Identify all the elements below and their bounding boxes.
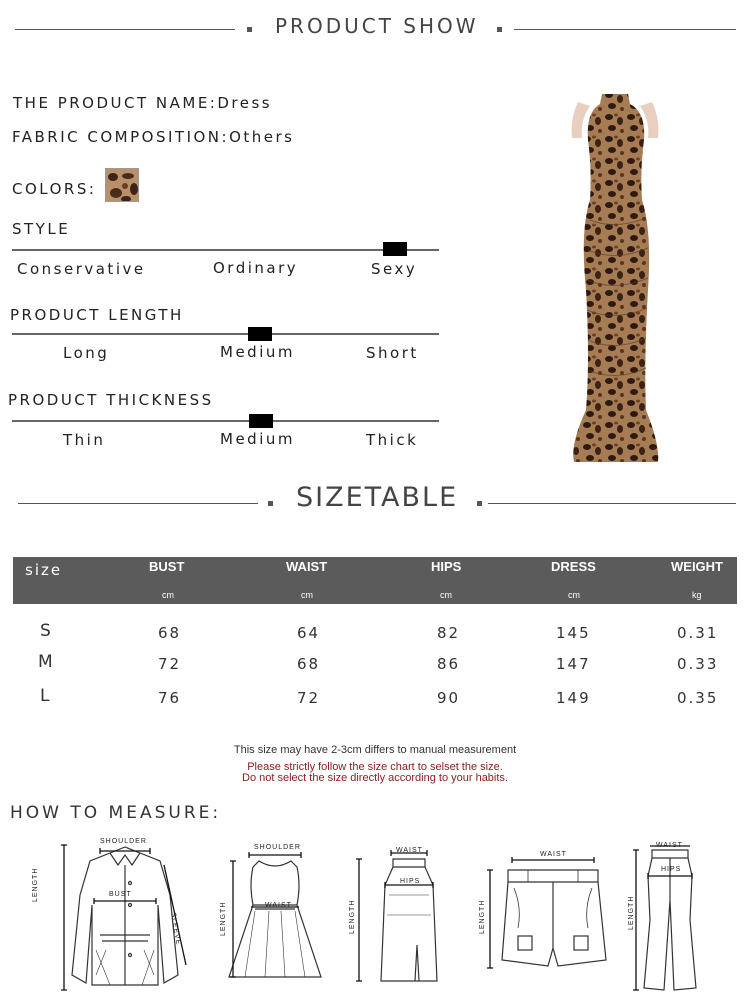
size-table-header <box>13 557 737 604</box>
dress-length-label: LENGTH <box>220 901 227 936</box>
header-rule-right <box>514 29 736 30</box>
how-to-measure-title: HOW TO MEASURE: <box>10 803 222 823</box>
shorts-length-label: LENGTH <box>479 899 486 934</box>
col-bust: BUST <box>149 559 185 574</box>
note-follow-chart: Please strictly follow the size chart to selset the size. <box>247 761 503 773</box>
cell-weight: 0.33 <box>677 655 719 673</box>
fabric-composition: FABRIC COMPOSITION:Others <box>12 128 295 146</box>
product-name: THE PRODUCT NAME:Dress <box>13 94 273 112</box>
col-weight: WEIGHT <box>671 559 723 574</box>
pants-waist-label: WAIST <box>656 842 683 849</box>
dress-diagram <box>225 845 325 985</box>
unit-weight: kg <box>692 590 702 600</box>
col-size: size <box>25 561 63 579</box>
cell-dress: 145 <box>556 624 591 642</box>
cell-hips: 90 <box>437 689 461 707</box>
cell-size: S <box>40 621 53 641</box>
length-scale-track <box>12 333 439 335</box>
col-waist: WAIST <box>286 559 328 574</box>
style-scale-track <box>12 249 439 251</box>
sizetable-rule-left <box>18 503 258 504</box>
unit-dress: cm <box>568 590 580 600</box>
cell-waist: 68 <box>297 655 321 673</box>
cell-bust: 72 <box>158 655 182 673</box>
shorts-diagram <box>478 848 613 978</box>
jacket-sleeve-label: SLEEVE <box>169 912 182 946</box>
style-label-ordinary: Ordinary <box>213 259 299 277</box>
thickness-title: PRODUCT THICKNESS <box>8 391 214 409</box>
thickness-scale-track <box>12 420 439 422</box>
cell-size: M <box>38 652 55 672</box>
style-label-sexy: Sexy <box>371 260 418 278</box>
header-dot-right <box>497 27 502 32</box>
length-label-short: Short <box>366 344 419 362</box>
col-hips: HIPS <box>431 559 462 574</box>
header-dot-left <box>247 27 252 32</box>
unit-bust: cm <box>162 590 174 600</box>
style-label-conservative: Conservative <box>17 260 146 278</box>
style-scale-marker <box>383 242 407 256</box>
shorts-waist-label: WAIST <box>540 851 567 858</box>
jacket-length-label: LENGTH <box>32 867 39 902</box>
cell-bust: 76 <box>158 689 182 707</box>
skirt-length-label: LENGTH <box>349 899 356 934</box>
jacket-shoulder-label: SHOULDER <box>100 838 147 845</box>
dress-shoulder-label: SHOULDER <box>254 844 301 851</box>
cell-hips: 82 <box>437 624 461 642</box>
cell-size: L <box>40 686 52 706</box>
pants-hips-label: HIPS <box>661 866 682 873</box>
cell-waist: 64 <box>297 624 321 642</box>
pants-diagram <box>622 840 712 995</box>
thickness-scale-marker <box>249 414 273 428</box>
thickness-label-medium: Medium <box>220 430 295 448</box>
style-title: STYLE <box>12 220 71 238</box>
pants-length-label: LENGTH <box>628 895 635 930</box>
dress-waist-label: WAIST <box>265 902 292 909</box>
cell-waist: 72 <box>297 689 321 707</box>
length-label-medium: Medium <box>220 343 295 361</box>
jacket-diagram <box>50 835 200 995</box>
color-swatch-leopard[interactable] <box>105 168 139 202</box>
col-dress: DRESS <box>551 559 596 574</box>
unit-waist: cm <box>301 590 313 600</box>
cell-weight: 0.31 <box>677 624 719 642</box>
product-image <box>560 90 670 468</box>
sizetable-rule-right <box>488 503 736 504</box>
sizetable-title: SIZETABLE <box>296 482 459 513</box>
thickness-label-thin: Thin <box>63 431 106 449</box>
skirt-waist-label: WAIST <box>396 847 423 854</box>
sizetable-dot-left <box>268 501 273 506</box>
sizetable-dot-right <box>477 501 482 506</box>
length-label-long: Long <box>63 344 110 362</box>
cell-bust: 68 <box>158 624 182 642</box>
cell-weight: 0.35 <box>677 689 719 707</box>
skirt-hips-label: HIPS <box>400 878 421 885</box>
note-measurement: This size may have 2-3cm differs to manual measurement <box>233 744 517 756</box>
cell-dress: 147 <box>556 655 591 673</box>
colors-label: COLORS: <box>12 180 97 198</box>
jacket-bust-label: BUST <box>109 891 132 898</box>
thickness-label-thick: Thick <box>366 431 419 449</box>
header-rule-left <box>15 29 235 30</box>
page-title: PRODUCT SHOW <box>275 14 479 38</box>
cell-hips: 86 <box>437 655 461 673</box>
note-habits: Do not select the size directly according to your habits. <box>242 772 508 784</box>
unit-hips: cm <box>440 590 452 600</box>
skirt-diagram <box>345 845 445 985</box>
length-title: PRODUCT LENGTH <box>10 306 184 324</box>
cell-dress: 149 <box>556 689 591 707</box>
length-scale-marker <box>248 327 272 341</box>
